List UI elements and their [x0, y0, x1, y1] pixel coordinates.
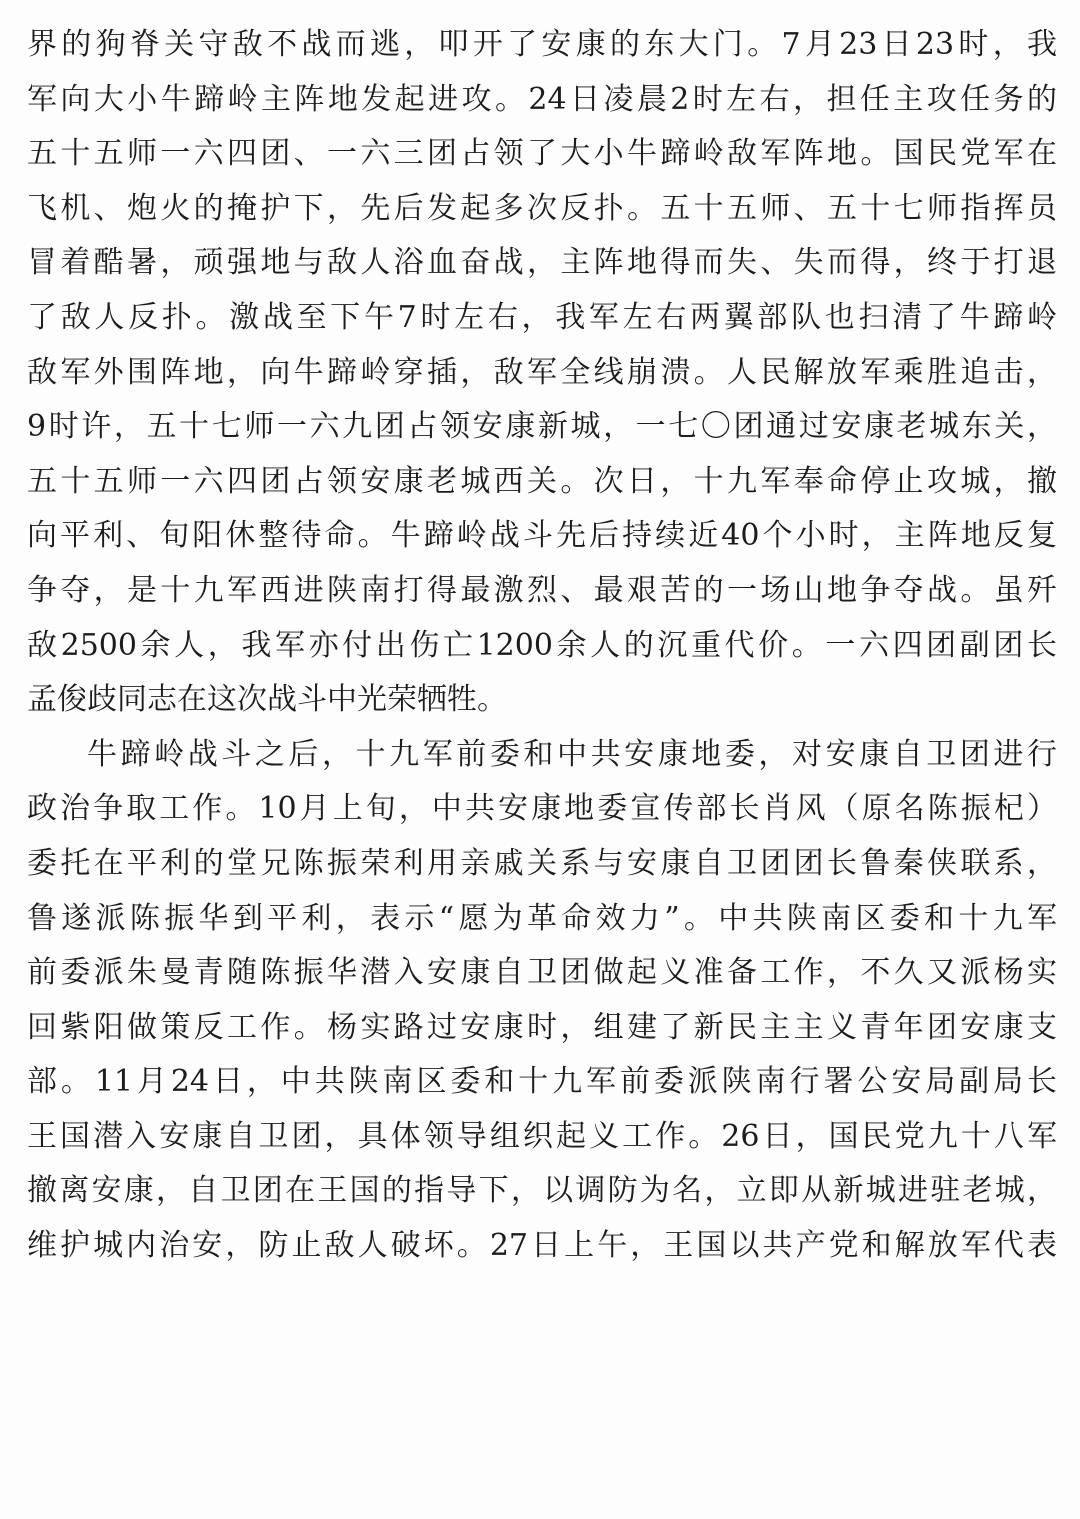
text-line: 了敌人反扑。激战至下午7时左右，我军左右两翼部队也扫清了牛蹄岭 — [27, 299, 1057, 335]
text-line: 牛蹄岭战斗之后，十九军前委和中共安康地委，对安康自卫团进行 — [87, 736, 1057, 772]
text-line: 王国潜入安康自卫团，具体领导组织起义工作。26日，国民党九十八军 — [27, 1118, 1057, 1154]
paragraph-1 — [27, 18, 1057, 728]
text-line: 维护城内治安，防止敌人破坏。27日上午，王国以共产党和解放军代表 — [27, 1228, 1057, 1264]
text-line: 部。11月24日，中共陕南区委和十九军前委派陕南行署公安局副局长 — [27, 1064, 1057, 1100]
text-line: 敌2500余人，我军亦付出伤亡1200余人的沉重代价。一六四团副团长 — [27, 627, 1057, 663]
text-line: 军向大小牛蹄岭主阵地发起进攻。24日凌晨2时左右，担任主攻任务的 — [27, 81, 1057, 117]
text-line: 敌军外围阵地，向牛蹄岭穿插，敌军全线崩溃。人民解放军乘胜追击， — [27, 354, 1057, 390]
text-line: 五十五师一六四团、一六三团占领了大小牛蹄岭敌军阵地。国民党军在 — [27, 136, 1057, 172]
text-line: 9时许，五十七师一六九团占领安康新城，一七〇团通过安康老城东关， — [27, 409, 1057, 445]
paragraph-2 — [27, 728, 1057, 1274]
text-line: 争夺，是十九军西进陕南打得最激烈、最艰苦的一场山地争夺战。虽歼 — [27, 572, 1057, 608]
text-line: 前委派朱曼青随陈振华潜入安康自卫团做起义准备工作，不久又派杨实 — [27, 955, 1057, 991]
text-line: 向平利、旬阳休整待命。牛蹄岭战斗先后持续近40个小时，主阵地反复 — [27, 518, 1057, 554]
text-line: 回紫阳做策反工作。杨实路过安康时，组建了新民主主义青年团安康支 — [27, 1009, 1057, 1045]
text-line: 委托在平利的堂兄陈振荣利用亲戚关系与安康自卫团团长鲁秦侠联系， — [27, 845, 1057, 881]
text-line: 飞机、炮火的掩护下，先后发起多次反扑。五十五师、五十七师指挥员 — [27, 190, 1057, 226]
text-line: 界的狗脊关守敌不战而逃，叩开了安康的东大门。7月23日23时，我 — [27, 27, 1057, 62]
text-line: 政治争取工作。10月上旬，中共安康地委宣传部长肖风（原名陈振杞） — [27, 791, 1057, 827]
text-line: 撤离安康，自卫团在王国的指导下，以调防为名，立即从新城进驻老城， — [27, 1173, 1057, 1209]
text-line: 鲁遂派陈振华到平利，表示“愿为革命效力”。中共陕南区委和十九军 — [27, 900, 1057, 936]
body-text — [27, 18, 1057, 1274]
text-line: 孟俊歧同志在这次战斗中光荣牺牲。 — [27, 682, 507, 718]
text-line: 五十五师一六四团占领安康老城西关。次日，十九军奉命停止攻城，撤 — [27, 463, 1057, 499]
text-line: 冒着酷暑，顽强地与敌人浴血奋战，主阵地得而失、失而得，终于打退 — [27, 245, 1057, 281]
